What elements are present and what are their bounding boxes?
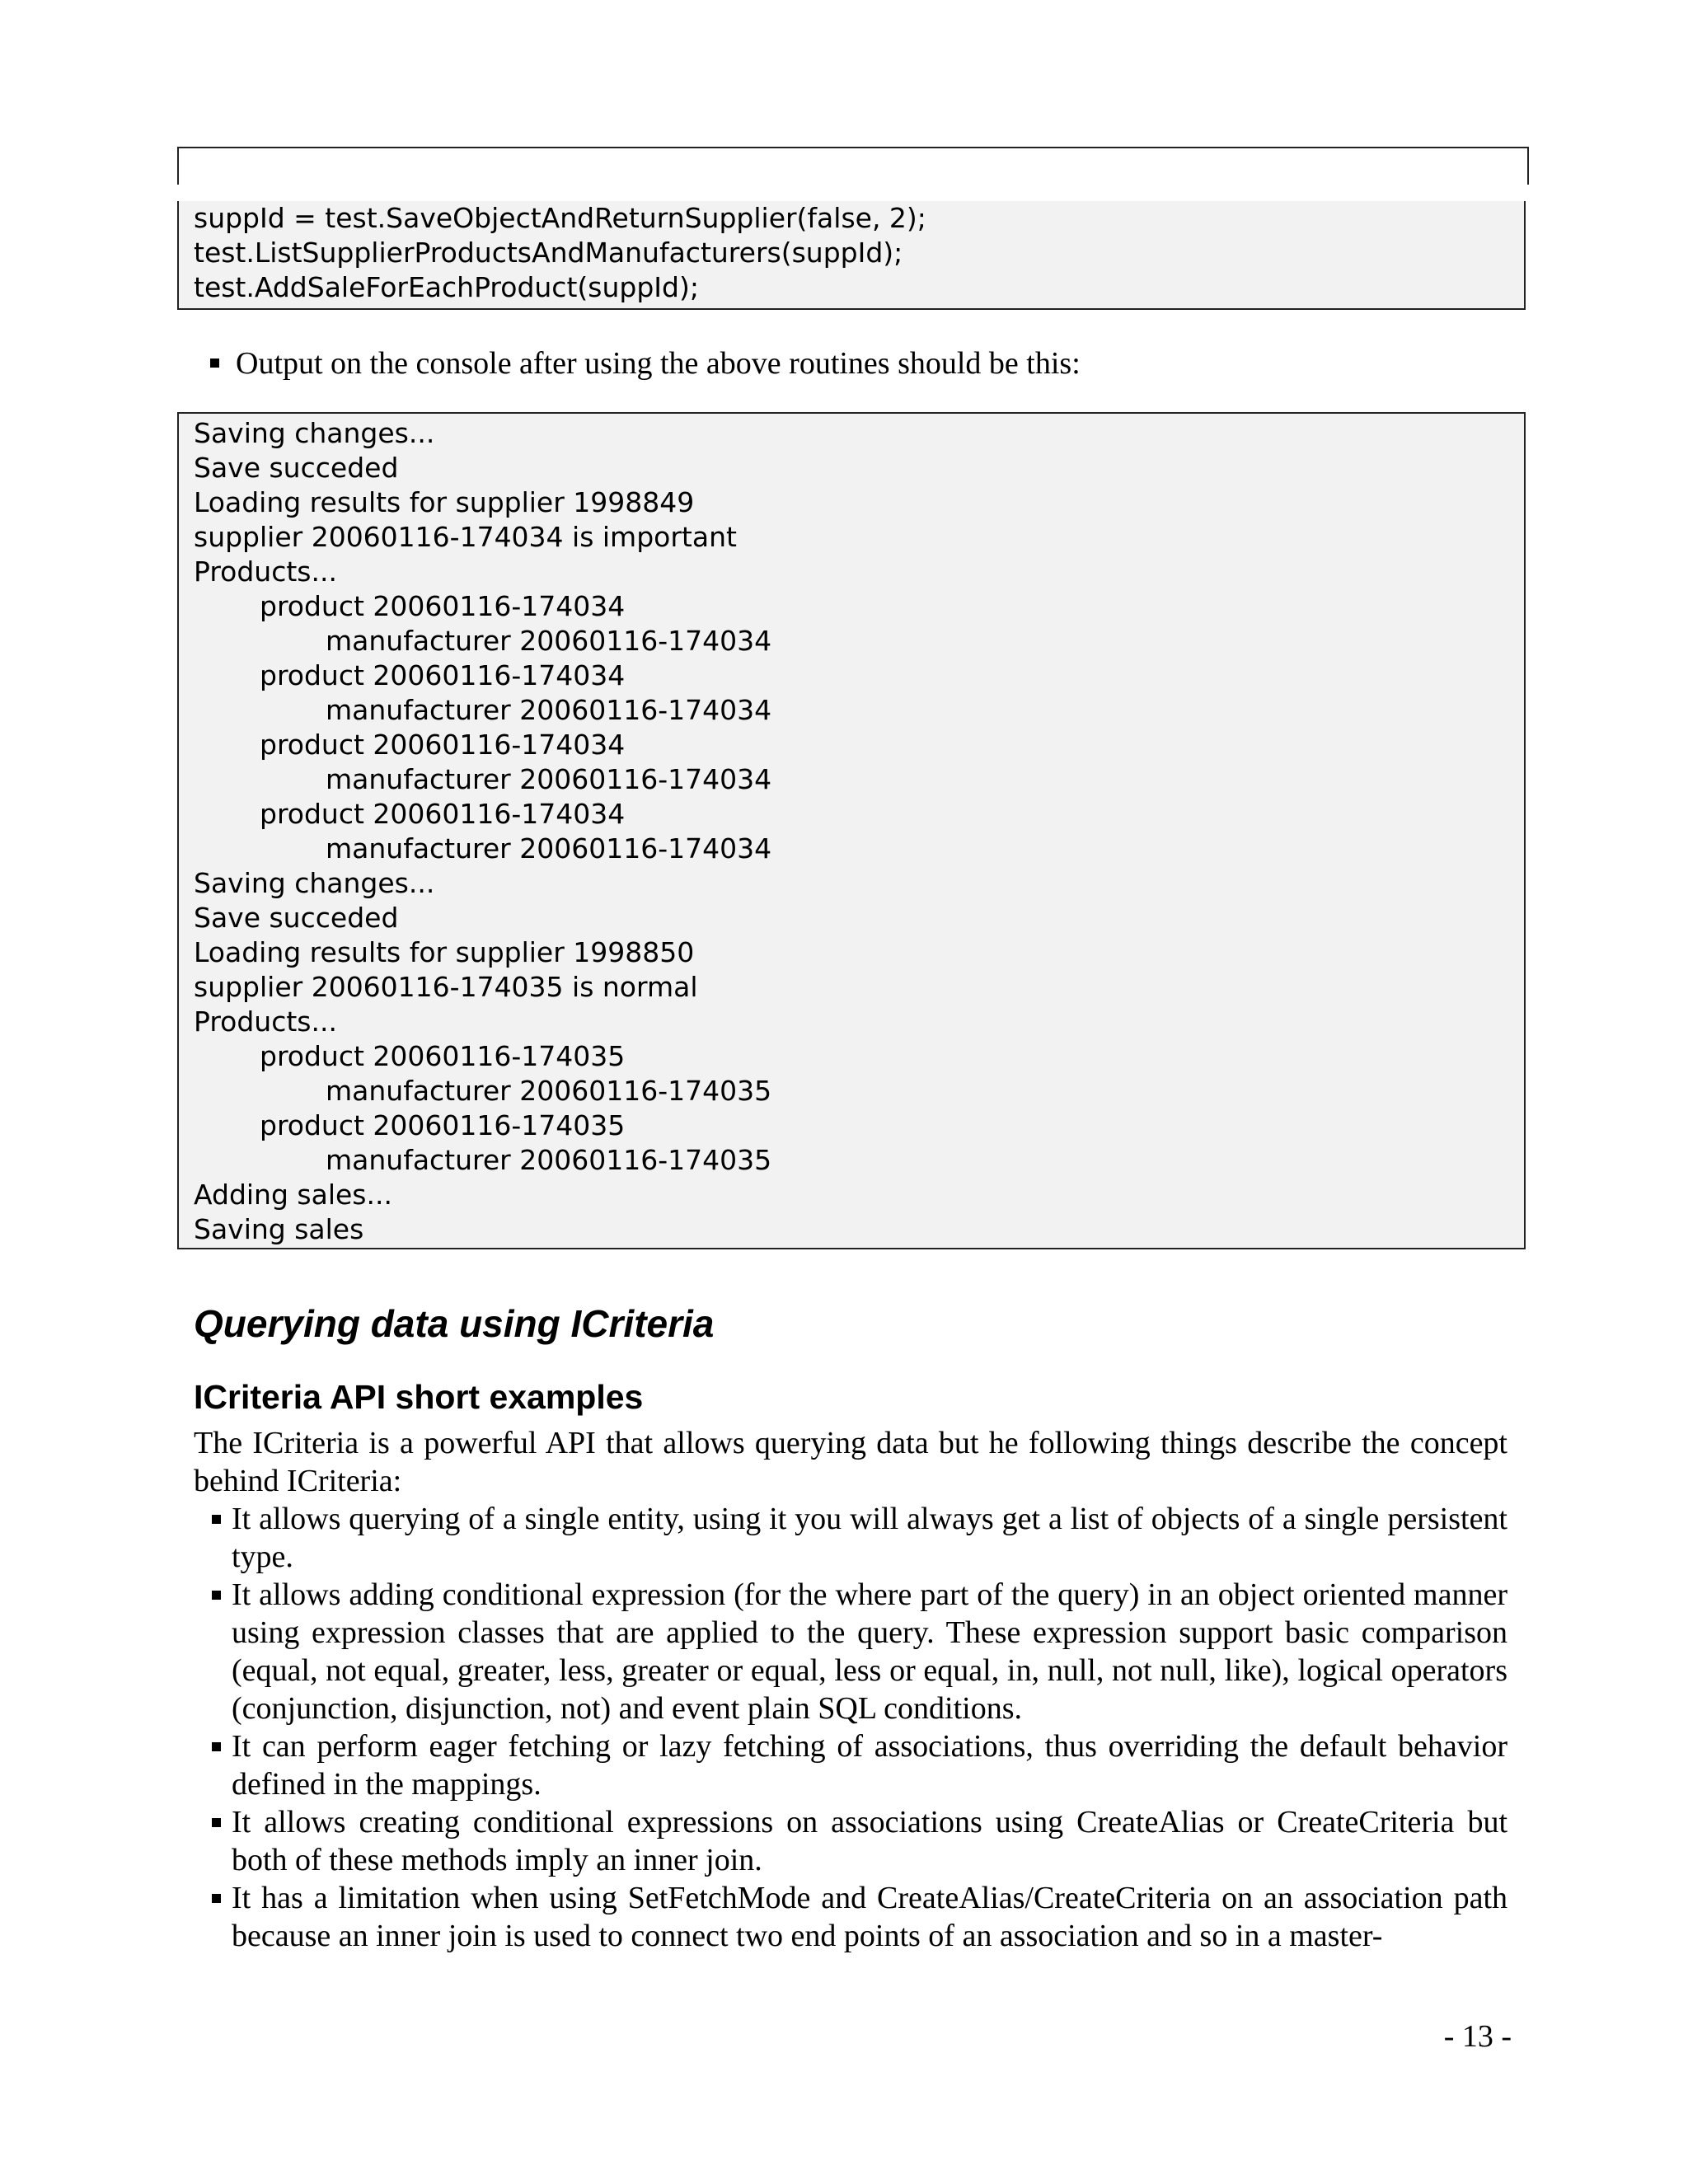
list-item bbox=[194, 1576, 1507, 1727]
console-line: Save succeded bbox=[194, 902, 399, 934]
console-line: Saving changes... bbox=[194, 867, 435, 899]
console-output-block bbox=[177, 412, 1526, 1249]
console-line: Products... bbox=[194, 1005, 337, 1038]
output-intro-bullet bbox=[210, 344, 1081, 382]
console-line: manufacturer 20060116-174035 bbox=[326, 1144, 772, 1176]
list-item bbox=[194, 1727, 1507, 1803]
list-item-text: It allows adding conditional expression (for the where part of the query) in an object oriented manner using expression classes that are applied to the query. These expression support basic comparison (equal, not equal, greater, less, greater or equal, less or equal, in, null, not null, like), logical operators (conjunction, disjunction, not) and event plain SQL conditions. bbox=[232, 1577, 1507, 1726]
code-line: suppId = test.SaveObjectAndReturnSupplier(false, 2); bbox=[194, 202, 926, 234]
console-line: product 20060116-174035 bbox=[260, 1109, 626, 1141]
console-line: manufacturer 20060116-174034 bbox=[326, 625, 772, 657]
console-line: product 20060116-174034 bbox=[260, 798, 626, 830]
list-item-text: It can perform eager fetching or lazy fetching of associations, thus overriding the default behavior defined in the mappings. bbox=[232, 1729, 1507, 1802]
console-line: manufacturer 20060116-174034 bbox=[326, 832, 772, 865]
criteria-bullet-list bbox=[194, 1500, 1507, 1955]
console-line: Save succeded bbox=[194, 452, 399, 484]
console-line: supplier 20060116-174035 is normal bbox=[194, 971, 698, 1003]
list-item bbox=[194, 1500, 1507, 1576]
intro-paragraph: The ICriteria is a powerful API that allows querying data but he following things describe the concept behind ICriteria: bbox=[194, 1426, 1507, 1498]
code-block-top-fragment bbox=[177, 147, 1529, 185]
console-line: Saving changes... bbox=[194, 417, 435, 449]
list-item-text: It allows querying of a single entity, using it you will always get a list of objects of a single persistent type. bbox=[232, 1502, 1507, 1574]
console-line: product 20060116-174034 bbox=[260, 659, 626, 691]
console-line: product 20060116-174034 bbox=[260, 590, 626, 622]
output-intro-text: Output on the console after using the above routines should be this: bbox=[236, 346, 1081, 381]
list-item bbox=[194, 1879, 1507, 1955]
square-bullet-icon bbox=[212, 1515, 221, 1524]
console-line: manufacturer 20060116-174035 bbox=[326, 1075, 772, 1107]
console-line: supplier 20060116-174034 is important bbox=[194, 521, 737, 553]
square-bullet-icon bbox=[212, 1818, 221, 1827]
code-block-calls bbox=[177, 201, 1526, 310]
console-line: Products... bbox=[194, 555, 337, 588]
square-bullet-icon bbox=[212, 1742, 221, 1751]
list-item-text: It has a limitation when using SetFetchMode and CreateAlias/CreateCriteria on an association path because an inner join is used to connect two end points of an association and so in a master- bbox=[232, 1881, 1507, 1953]
console-line: product 20060116-174035 bbox=[260, 1040, 626, 1072]
square-bullet-icon bbox=[212, 1894, 221, 1903]
code-line: test.AddSaleForEachProduct(suppId); bbox=[194, 271, 699, 303]
code-line: test.ListSupplierProductsAndManufacturers(suppId); bbox=[194, 237, 903, 269]
console-line: manufacturer 20060116-174034 bbox=[326, 694, 772, 726]
square-bullet-icon bbox=[212, 1591, 221, 1600]
console-line: Loading results for supplier 1998849 bbox=[194, 486, 695, 518]
list-item-text: It allows creating conditional expressions on associations using CreateAlias or CreateCriteria but both of these methods imply an inner join. bbox=[232, 1805, 1507, 1877]
console-line: Adding sales... bbox=[194, 1179, 392, 1211]
console-line: manufacturer 20060116-174034 bbox=[326, 763, 772, 795]
console-line: Saving sales bbox=[194, 1213, 364, 1245]
section-title: Querying data using ICriteria bbox=[194, 1302, 715, 1345]
square-bullet-icon bbox=[210, 359, 219, 368]
list-item bbox=[194, 1803, 1507, 1879]
console-line: product 20060116-174034 bbox=[260, 729, 626, 761]
console-line: Loading results for supplier 1998850 bbox=[194, 936, 695, 968]
subsection-title: ICriteria API short examples bbox=[194, 1378, 644, 1416]
page-number: - 13 - bbox=[1443, 2019, 1512, 2054]
